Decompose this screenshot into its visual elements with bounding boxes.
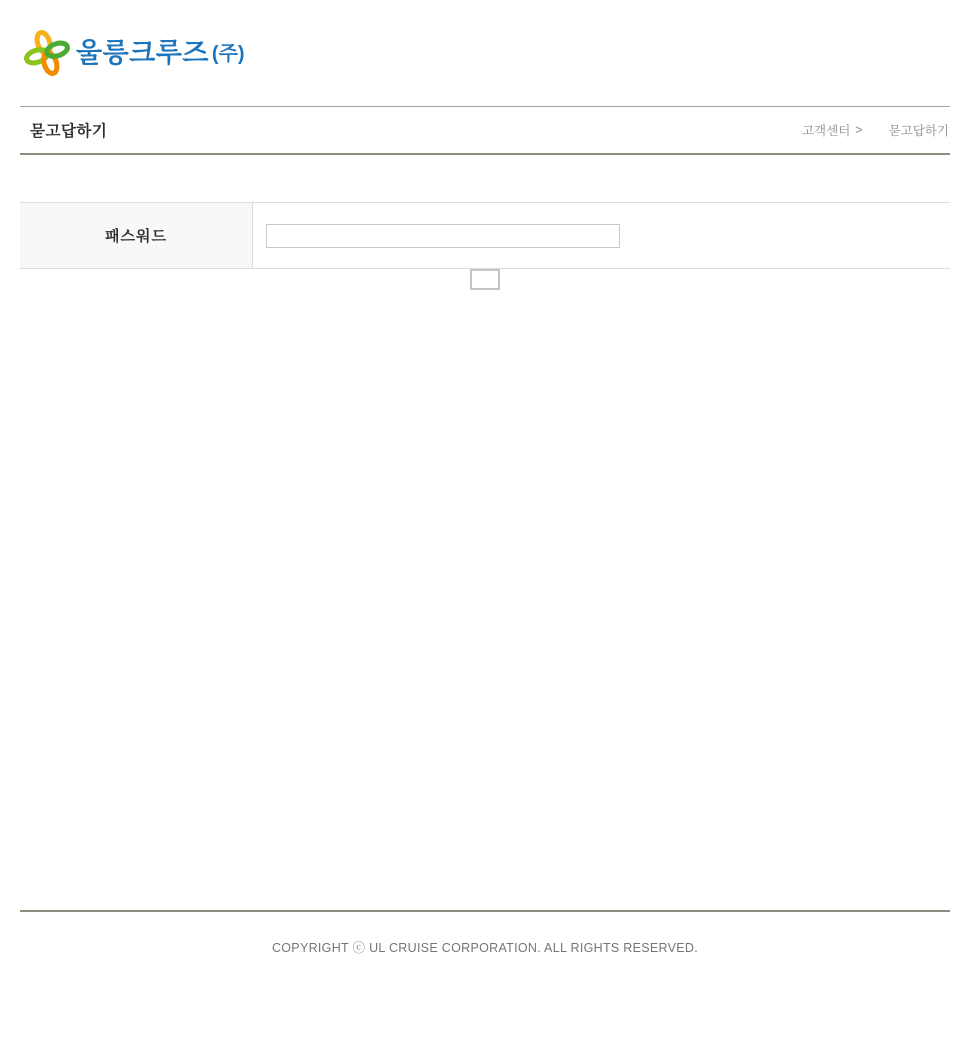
submit-button[interactable] — [470, 269, 500, 290]
company-name: 울릉크루즈 — [76, 37, 209, 68]
breadcrumb-parent-link[interactable]: 고객센터 — [801, 124, 851, 138]
page-title: 묻고답하기 — [30, 123, 108, 140]
password-form-area — [20, 202, 950, 290]
breadcrumb-separator: > — [855, 123, 863, 137]
copyright-text: COPYRIGHT ⓒ UL CRUISE CORPORATION. ALL RIGHTS RESERVED. — [271, 941, 699, 955]
page-container — [20, 0, 950, 956]
password-table-row — [20, 202, 950, 269]
site-footer — [20, 910, 950, 956]
breadcrumb — [802, 121, 949, 139]
title-bar — [20, 106, 950, 155]
company-suffix: (주) — [211, 43, 245, 65]
breadcrumb-current: 묻고답하기 — [888, 124, 949, 138]
site-header — [20, 0, 950, 106]
password-input-cell — [253, 203, 950, 268]
password-input[interactable] — [266, 224, 620, 248]
company-logo[interactable] — [24, 28, 245, 78]
password-label: 패스워드 — [20, 203, 253, 268]
logo-flower-icon — [24, 28, 70, 78]
